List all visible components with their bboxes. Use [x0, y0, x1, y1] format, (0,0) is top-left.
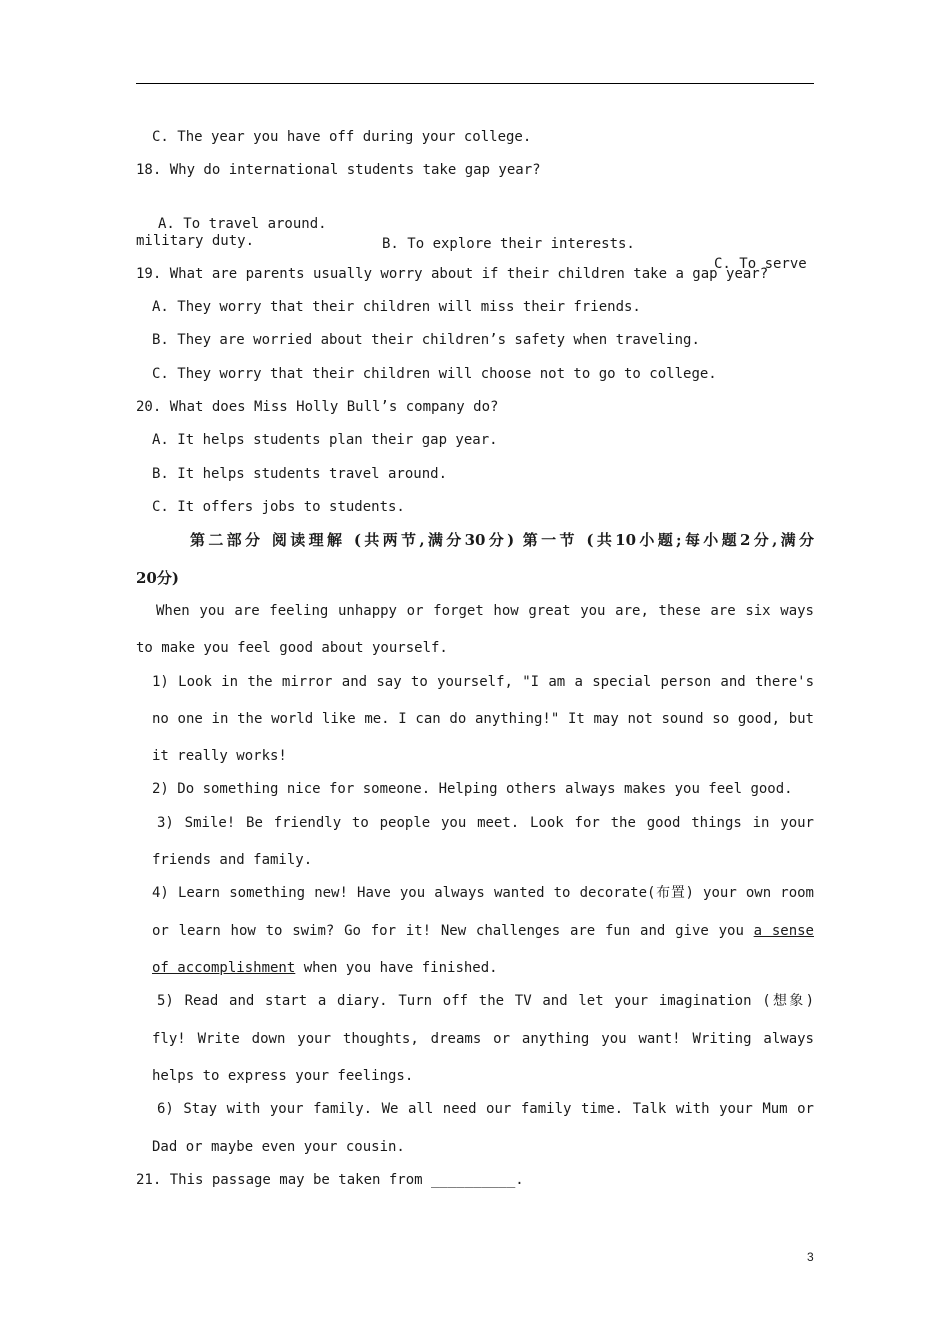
- underlined-phrase: a sense: [753, 923, 814, 939]
- section-heading: 第二部分 阅读理解 (共两节,满分30分) 第一节 (共10小题;每小题2分,满分: [190, 531, 814, 549]
- q20-option-a: A. It helps students plan their gap year.: [152, 432, 498, 448]
- q17-option-c: C. The year you have off during your college.: [152, 129, 532, 145]
- passage-intro: When you are feeling unhappy or forget how great you are, these are six ways: [156, 603, 814, 619]
- underlined-phrase-cont: of accomplishment: [152, 960, 296, 976]
- tip-3-cont: friends and family.: [152, 852, 313, 868]
- tip-4-end-text: when you have finished.: [303, 960, 498, 976]
- q19-option-a: A. They worry that their children will miss their friends.: [152, 299, 641, 315]
- tip-4-text: or learn how to swim? Go for it! New challenges are fun and give you: [152, 923, 744, 939]
- tip-6: 6) Stay with your family. We all need our family time. Talk with your Mum or: [157, 1101, 814, 1117]
- q20-option-b: B. It helps students travel around.: [152, 466, 448, 482]
- header-rule: [136, 83, 814, 84]
- page-number: 3: [807, 1250, 814, 1264]
- section-heading-cont: 20分): [136, 569, 179, 587]
- tip-1: 1) Look in the mirror and say to yourself, "I am a special person and there's: [152, 674, 814, 690]
- q20-option-c: C. It offers jobs to students.: [152, 499, 405, 515]
- q18-option-a: A. To travel around.: [158, 216, 327, 232]
- q21-question: 21. This passage may be taken from __________.: [136, 1172, 524, 1188]
- tip-2: 2) Do something nice for someone. Helping others always makes you feel good.: [152, 781, 793, 797]
- tip-3: 3) Smile! Be friendly to people you meet. Look for the good things in your: [157, 815, 814, 831]
- tip-4-cont: [152, 921, 814, 941]
- tip-1-end: it really works!: [152, 748, 287, 764]
- tip-4-end: [152, 958, 814, 978]
- q18-option-c-cont: military duty.: [136, 233, 255, 249]
- q18-question: 18. Why do international students take gap year?: [136, 162, 541, 178]
- q18-option-b: B. To explore their interests.: [382, 236, 635, 252]
- tip-5-end: helps to express your feelings.: [152, 1068, 414, 1084]
- q18-option-c: C. To serve: [714, 256, 807, 272]
- tip-6-cont: Dad or maybe even your cousin.: [152, 1139, 405, 1155]
- tip-1-cont: no one in the world like me. I can do anything!" It may not sound so good, but: [152, 711, 814, 727]
- passage-intro-cont: to make you feel good about yourself.: [136, 640, 448, 656]
- q19-option-b: B. They are worried about their children’s safety when traveling.: [152, 332, 700, 348]
- tip-5-cont: fly! Write down your thoughts, dreams or anything you want! Writing always: [152, 1031, 814, 1047]
- q20-question: 20. What does Miss Holly Bull’s company do?: [136, 399, 499, 415]
- tip-5: 5) Read and start a diary. Turn off the TV and let your imagination (想象): [157, 993, 814, 1009]
- tip-4: 4) Learn something new! Have you always wanted to decorate(布置) your own room: [152, 885, 814, 901]
- q19-question: 19. What are parents usually worry about if their children take a gap year?: [136, 266, 769, 282]
- q19-option-c: C. They worry that their children will choose not to go to college.: [152, 366, 717, 382]
